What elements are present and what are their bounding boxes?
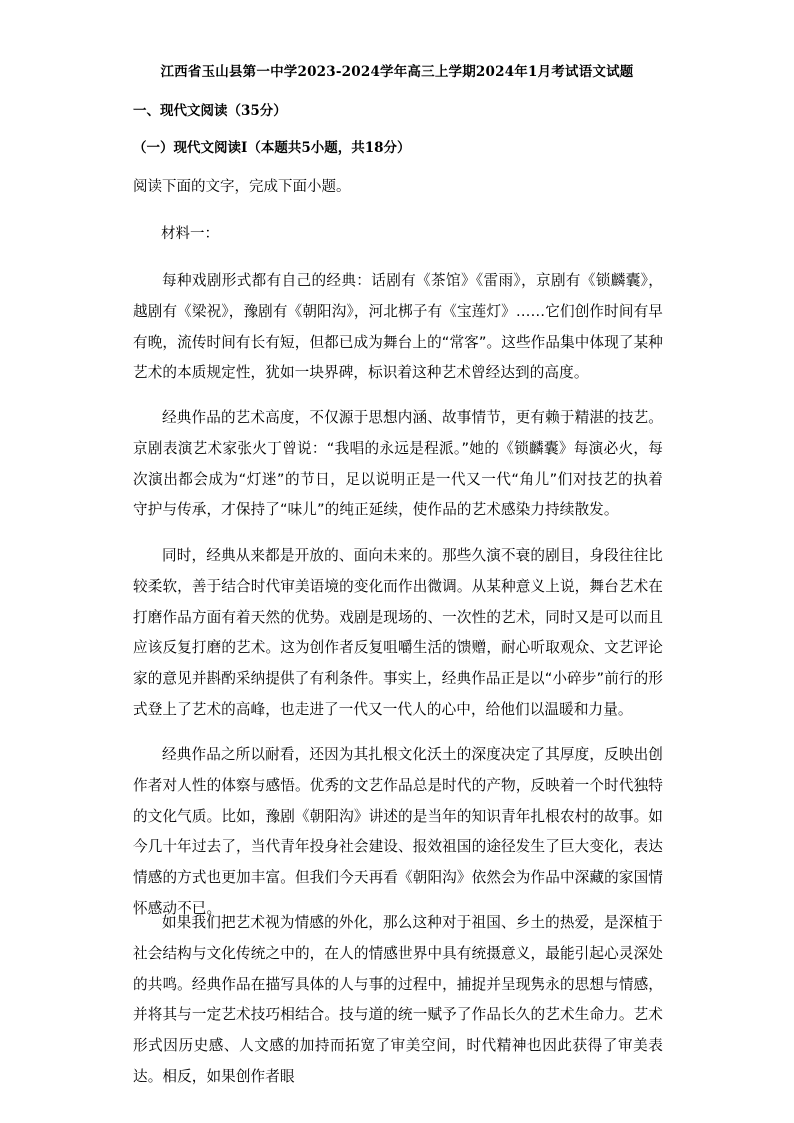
paragraph: 如果我们把艺术视为情感的外化，那么这种对于祖国、乡土的热爱，是深植于社会结构与文化传统之中的，在人的情感世界中具有统摄意义，最能引起心灵深处的共鸣。经典作品在描写具体的人与事的过程中，捕捉并呈现隽永的思想与情感，并将其与一定艺术技巧相结合。技与道的统一赋予了作品长久的艺术生命力。艺术形式因历史感、人文感的加持而拓宽了审美空间，时代精神也因此获得了审美表达。相反，如果创作者眼 bbox=[133, 914, 663, 1085]
section-heading: 一、现代文阅读（35分） bbox=[133, 103, 287, 119]
material-label: 材料一： bbox=[161, 226, 219, 242]
reading-instruction: 阅读下面的文字，完成下面小题。 bbox=[133, 179, 351, 195]
paragraph: 经典作品的艺术高度，不仅源于思想内涵、故事情节，更有赖于精湛的技艺。京剧表演艺术家张火丁曾说：“我唱的永远是程派。”她的《锁麟囊》每演必火，每次演出都会成为“灯迷”的节日，足以说明正是一代又一代“角儿”们对技艺的执着守护与传承，才保持了“味儿”的纯正延续，使作品的艺术感染力持续散发。 bbox=[133, 409, 663, 519]
paragraph: 每种戏剧形式都有自己的经典：话剧有《茶馆》《雷雨》，京剧有《锁麟囊》，越剧有《梁祝》，豫剧有《朝阳沟》，河北梆子有《宝莲灯》……它们创作时间有早有晚，流传时间有长有短，但都已成为舞台上的“常客”。这些作品集中体现了某种艺术的本质规定性，犹如一块界碑，标识着这种艺术曾经达到的高度。 bbox=[133, 272, 663, 382]
paragraph: 同时，经典从来都是开放的、面向未来的。那些久演不衰的剧目，身段往往比较柔软，善于结合时代审美语境的变化而作出微调。从某种意义上说，舞台艺术在打磨作品方面有着天然的优势。戏剧是现场的、一次性的艺术，同时又是可以而且应该反复打磨的艺术。这为创作者反复咀嚼生活的馈赠，耐心听取观众、文艺评论家的意见并斟酌采纳提供了有利条件。事实上，经典作品正是以“小碎步”前行的形式登上了艺术的高峰，也走进了一代又一代人的心中，给他们以温暖和力量。 bbox=[133, 547, 663, 718]
subsection-heading: （一）现代文阅读Ⅰ（本题共5小题，共18分） bbox=[133, 140, 411, 156]
document-title: 江西省玉山县第一中学2023-2024学年高三上学期2024年1月考试语文试题 bbox=[160, 64, 634, 80]
paragraph: 经典作品之所以耐看，还因为其扎根文化沃土的深度决定了其厚度，反映出创作者对人性的体察与感悟。优秀的文艺作品总是时代的产物，反映着一个时代独特的文化气质。比如，豫剧《朝阳沟》讲述的是当年的知识青年扎根农村的故事。如今几十年过去了，当代青年投身社会建设、报效祖国的途径发生了巨大变化，表达情感的方式也更加丰富。但我们今天再看《朝阳沟》依然会为作品中深藏的家国情怀感动不已。 bbox=[133, 746, 663, 917]
